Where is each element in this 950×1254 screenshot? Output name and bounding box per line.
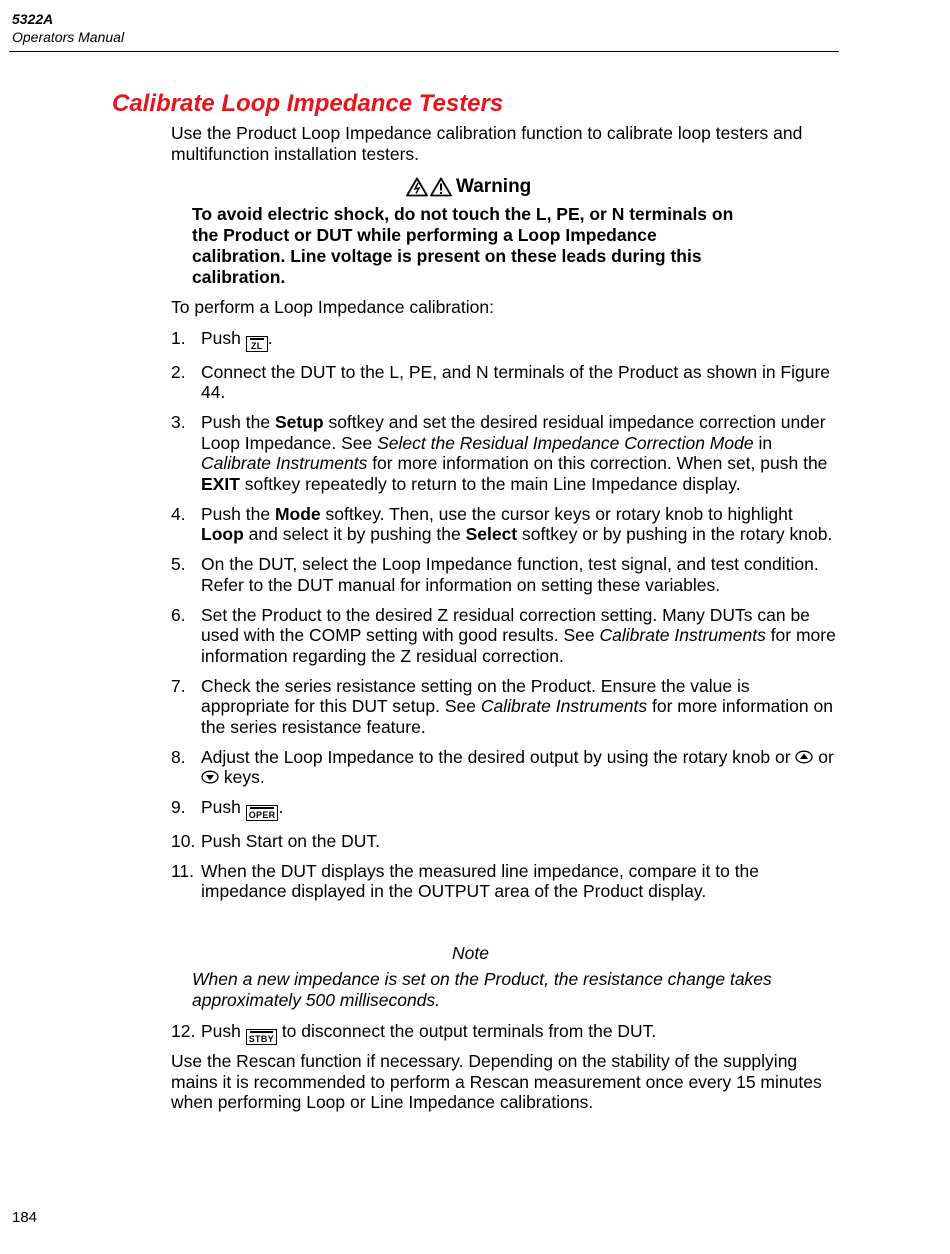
key-label: ZL: [250, 341, 263, 351]
step-12-container: [171, 1021, 839, 1055]
cross-reference: Calibrate Instruments: [599, 625, 766, 645]
step-text: for more information on the series resistance feature.: [201, 696, 833, 737]
section-title: Calibrate Loop Impedance Testers: [112, 90, 504, 117]
step-text: Push: [201, 328, 246, 348]
step-text: Connect the DUT to the L, PE, and N terminals of the Product as shown in Figure 44.: [201, 361, 831, 402]
step-text: softkey repeatedly to return to the main Line Impedance display.: [239, 473, 741, 494]
procedure-steps: [171, 328, 839, 911]
closing-text: Use the Rescan function if necessary. Depending on the stability of the supplying mains it is recommended to perform a Rescan measurement once every 15 minutes when performing Loop or Line Impedance calibrations.: [171, 1051, 822, 1112]
step-number: 9.: [171, 797, 186, 817]
step-text: for more information regarding the Z residual correction.: [201, 625, 836, 666]
step-text: and select it by pushing the: [243, 524, 466, 544]
procedure-intro-text: To perform a Loop Impedance calibration:: [171, 297, 494, 317]
step-4: [171, 504, 839, 545]
exit-softkey-ref: EXIT: [201, 473, 240, 494]
header-model: 5322A: [12, 11, 54, 27]
step-3: [171, 412, 839, 494]
step-text: keys.: [219, 767, 265, 787]
warning-label: Warning: [456, 176, 532, 197]
step-text: Push the: [201, 412, 275, 432]
page-header: [12, 10, 124, 46]
setup-softkey-ref: Setup: [274, 412, 324, 432]
step-text: Adjust the Loop Impedance to the desired output by using the rotary knob or: [201, 746, 796, 767]
step-text: or: [813, 746, 834, 767]
step-text: to disconnect the output terminals from the DUT.: [276, 1021, 657, 1041]
step-text: Set the Product to the desired Z residual correction setting. Many DUTs can be used with the COMP setting with good results. See: [201, 604, 810, 645]
step-text: When the DUT displays the measured line impedance, compare it to the impedance displayed in the OUTPUT area of the Product display.: [201, 860, 760, 901]
step-number: 6.: [171, 604, 186, 625]
step-7: [171, 676, 839, 738]
oper-key-icon: [246, 805, 279, 821]
step-text: for more information on this correction. When set, push the: [367, 453, 828, 473]
loop-option-ref: Loop: [201, 524, 244, 544]
intro-paragraph: [171, 123, 839, 164]
step-8: [171, 747, 839, 788]
step-text: softkey and set the desired residual impedance correction under Loop Impedance. See: [201, 412, 826, 453]
step-text: softkey. Then, use the cursor keys or rotary knob to highlight: [320, 503, 793, 524]
step-1: [171, 328, 839, 352]
up-arrow-key-icon: [795, 750, 813, 764]
note-heading: Note: [452, 943, 489, 963]
step-text: .: [278, 797, 284, 817]
step-text: .: [267, 328, 273, 348]
step-text: Push the: [201, 503, 275, 524]
page-number: 184: [12, 1209, 38, 1226]
step-number: 10.: [171, 830, 196, 851]
down-arrow-key-icon: [201, 770, 219, 784]
note-text: When a new impedance is set on the Product, the resistance change takes approximately 500 milliseconds.: [192, 969, 772, 1010]
step-number: 5.: [171, 554, 186, 574]
steps-list-continued: [171, 1021, 839, 1045]
step-9: [171, 797, 839, 821]
step-number: 7.: [171, 675, 186, 696]
warning-text: To avoid electric shock, do not touch the L, PE, or N terminals on the Product or DUT while performing a Loop Impedance calibration. Line voltage is present on these leads during this calibration.: [192, 204, 734, 287]
select-softkey-ref: Select: [465, 524, 518, 544]
stby-key-icon: [246, 1029, 277, 1045]
step-2: [171, 362, 839, 403]
step-text: in: [753, 432, 773, 453]
step-11: [171, 861, 839, 902]
header-subtitle: Operators Manual: [12, 29, 125, 45]
warning-icons: [406, 177, 452, 197]
intro-text: Use the Product Loop Impedance calibration function to calibrate loop testers and multifunction installation testers.: [171, 123, 803, 164]
mode-softkey-ref: Mode: [274, 503, 321, 524]
step-5: [171, 554, 839, 595]
step-6: [171, 605, 839, 667]
warning-heading: [406, 176, 531, 198]
cross-reference: Calibrate Instruments: [480, 696, 648, 716]
step-12: [171, 1021, 839, 1045]
step-text: Push: [201, 797, 246, 817]
step-number: 3.: [171, 412, 186, 432]
step-number: 2.: [171, 361, 186, 382]
step-10: [171, 831, 839, 852]
step-text: Check the series resistance setting on the Product. Ensure the value is appropriate for this DUT setup. See: [201, 675, 750, 716]
key-label: OPER: [248, 810, 276, 820]
step-text: Push Start on the DUT.: [201, 830, 380, 851]
step-number: 4.: [171, 503, 186, 524]
step-number: 1.: [171, 328, 186, 348]
electric-shock-warning-icon: [406, 177, 428, 197]
key-label: STBY: [248, 1034, 274, 1044]
step-text: softkey or by pushing in the rotary knob.: [517, 524, 833, 544]
cross-reference: Calibrate Instruments: [201, 453, 368, 473]
step-number: 8.: [171, 746, 186, 767]
step-number: 12.: [171, 1021, 196, 1041]
header-rule: [9, 51, 839, 52]
step-text: On the DUT, select the Loop Impedance function, test signal, and test condition. Refer to the DUT manual for information on setting these variables.: [201, 554, 819, 595]
zl-key-icon: [246, 336, 268, 352]
cross-reference: Select the Residual Impedance Correction Mode: [377, 432, 754, 453]
caution-warning-icon: [430, 177, 452, 197]
closing-paragraph: [171, 1051, 839, 1113]
steps-list: [171, 328, 839, 902]
step-text: Push: [201, 1021, 246, 1041]
procedure-intro: [171, 297, 839, 318]
step-number: 11.: [171, 860, 195, 881]
